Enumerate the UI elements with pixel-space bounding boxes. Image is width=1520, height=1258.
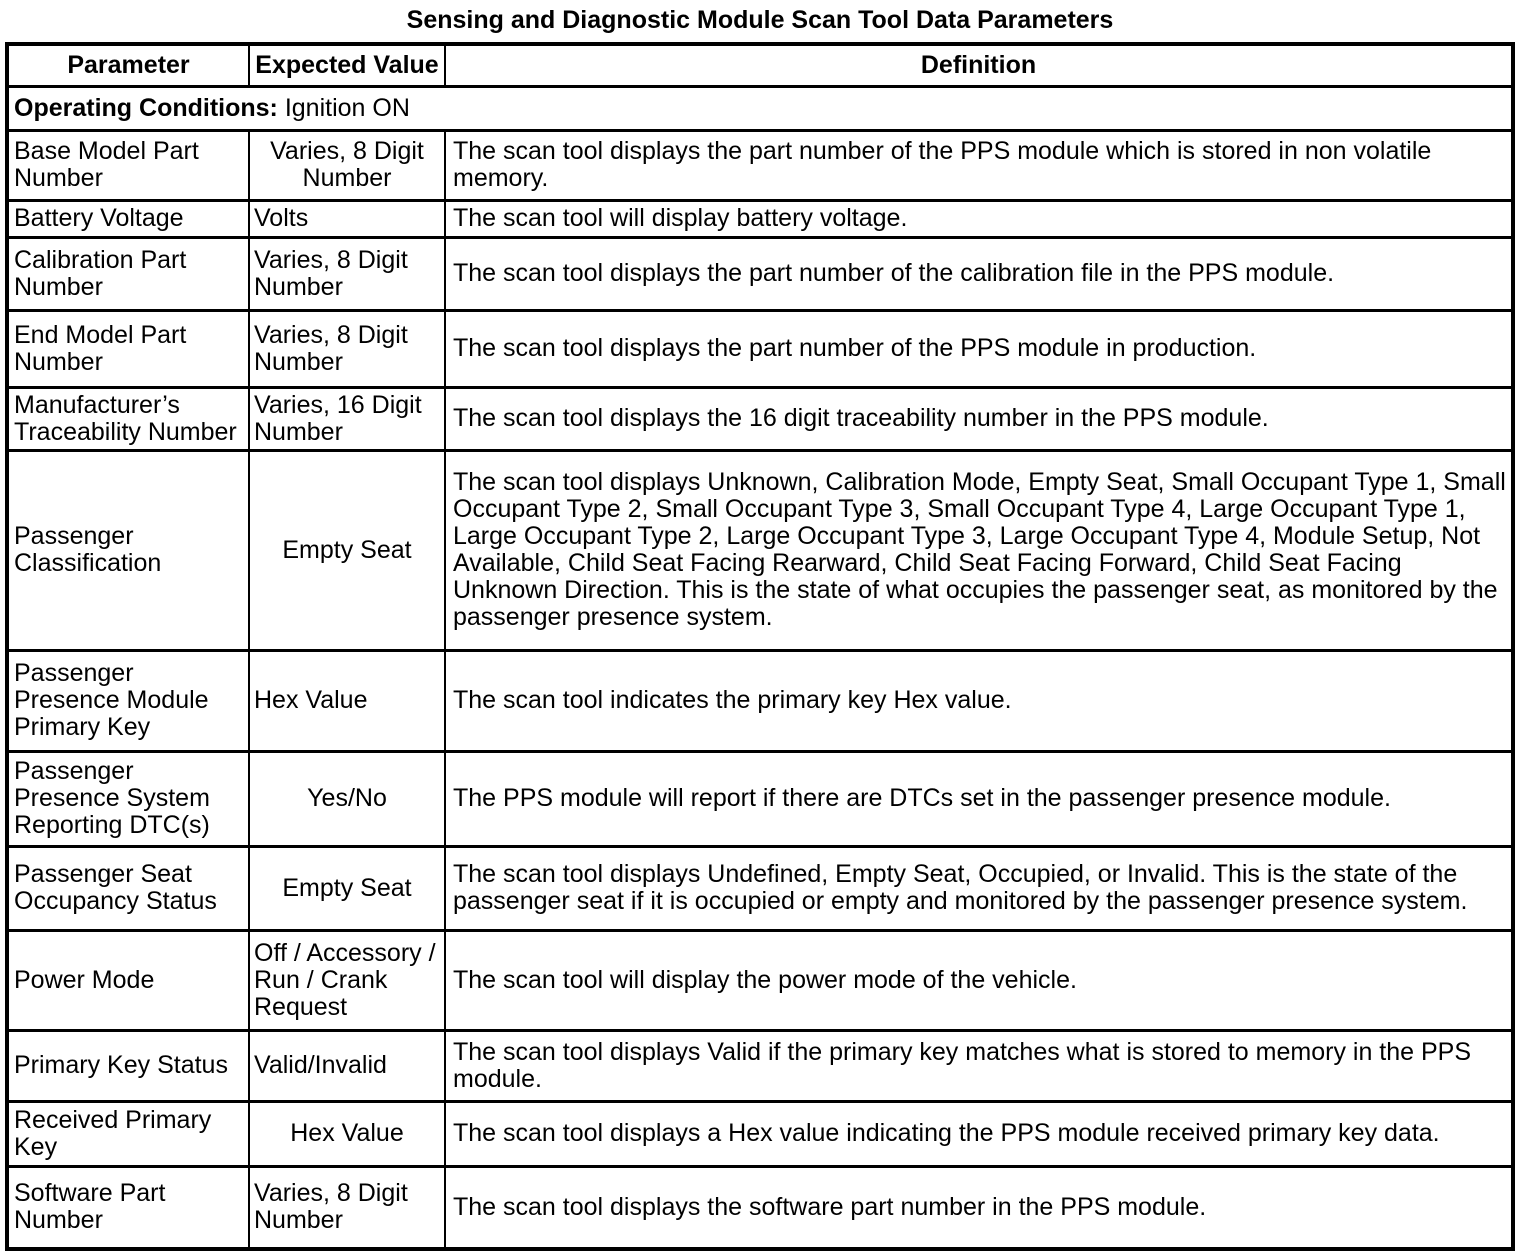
- definition-cell: The scan tool displays the part number of the calibration file in the PPS module.: [445, 237, 1513, 310]
- definition-cell: The scan tool indicates the primary key Hex value.: [445, 650, 1513, 751]
- definition-cell: The scan tool displays a Hex value indicating the PPS module received primary key data.: [445, 1101, 1513, 1166]
- table-row: [7, 846, 1513, 930]
- header-row: [7, 44, 1513, 86]
- definition-cell: The scan tool displays the software part number in the PPS module.: [445, 1166, 1513, 1249]
- definition-cell: The scan tool displays Valid if the primary key matches what is stored to memory in the PPS module.: [445, 1030, 1513, 1101]
- table-row: [7, 1101, 1513, 1166]
- table-row: [7, 450, 1513, 650]
- expected-value-cell: Hex Value: [249, 650, 445, 751]
- parameter-cell: Passenger Seat Occupancy Status: [7, 846, 249, 930]
- definition-cell: The PPS module will report if there are DTCs set in the passenger presence module.: [445, 751, 1513, 846]
- parameter-cell: Power Mode: [7, 930, 249, 1030]
- expected-value-cell: Hex Value: [249, 1101, 445, 1166]
- table-row: [7, 930, 1513, 1030]
- definition-cell: The scan tool displays the 16 digit traceability number in the PPS module.: [445, 387, 1513, 450]
- definition-cell: The scan tool displays the part number of the PPS module which is stored in non volatile memory.: [445, 130, 1513, 200]
- parameter-cell: Manufacturer’s Traceability Number: [7, 387, 249, 450]
- scan-tool-data-table: [5, 42, 1515, 1251]
- definition-cell: The scan tool displays Undefined, Empty Seat, Occupied, or Invalid. This is the state of the passenger seat if it is occupied or empty and monitored by the passenger presence system.: [445, 846, 1513, 930]
- parameter-cell: End Model Part Number: [7, 310, 249, 387]
- parameter-cell: Primary Key Status: [7, 1030, 249, 1101]
- parameter-cell: Battery Voltage: [7, 200, 249, 237]
- parameter-cell: Passenger Presence Module Primary Key: [7, 650, 249, 751]
- parameter-cell: Base Model Part Number: [7, 130, 249, 200]
- expected-value-cell: Volts: [249, 200, 445, 237]
- operating-conditions-value: Ignition ON: [284, 93, 410, 122]
- operating-conditions-row: [7, 86, 1513, 130]
- expected-value-cell: Off / Accessory / Run / Crank Request: [249, 930, 445, 1030]
- table-row: [7, 1166, 1513, 1249]
- expected-value-cell: Empty Seat: [249, 450, 445, 650]
- table-row: [7, 650, 1513, 751]
- expected-value-cell: Yes/No: [249, 751, 445, 846]
- definition-cell: The scan tool displays the part number of the PPS module in production.: [445, 310, 1513, 387]
- parameter-cell: Software Part Number: [7, 1166, 249, 1249]
- definition-cell: The scan tool displays Unknown, Calibration Mode, Empty Seat, Small Occupant Type 1, Small Occupant Type 2, Small Occupant Type 3, Small Occupant Type 4, Large Occupant Type 1, Large Occupant Type 2, Large Occupant Type 3, Large Occupant Type 4, Module Setup, Not Available, Child Seat Facing Rearward, Child Seat Facing Forward, Child Seat Facing Unknown Direction. This is the state of what occupies the passenger seat, as monitored by the passenger presence system.: [445, 450, 1513, 650]
- expected-value-cell: Varies, 8 Digit Number: [249, 310, 445, 387]
- parameter-cell: Calibration Part Number: [7, 237, 249, 310]
- column-header-definition: Definition: [445, 44, 1513, 86]
- definition-cell: The scan tool will display the power mode of the vehicle.: [445, 930, 1513, 1030]
- page-title: Sensing and Diagnostic Module Scan Tool Data Parameters: [406, 6, 1114, 34]
- definition-cell: The scan tool will display battery voltage.: [445, 200, 1513, 237]
- table-row: [7, 387, 1513, 450]
- column-header-parameter: Parameter: [7, 44, 249, 86]
- document-page: [0, 7, 1520, 1251]
- table-row: [7, 1030, 1513, 1101]
- operating-conditions-label: Operating Conditions:: [14, 93, 278, 122]
- table-row: [7, 237, 1513, 310]
- table-row: [7, 200, 1513, 237]
- expected-value-cell: Varies, 8 Digit Number: [249, 130, 445, 200]
- parameter-cell: Passenger Presence System Reporting DTC(s): [7, 751, 249, 846]
- expected-value-cell: Empty Seat: [249, 846, 445, 930]
- table-row: [7, 130, 1513, 200]
- parameter-cell: Received Primary Key: [7, 1101, 249, 1166]
- table-row: [7, 310, 1513, 387]
- expected-value-cell: Varies, 8 Digit Number: [249, 1166, 445, 1249]
- expected-value-cell: Valid/Invalid: [249, 1030, 445, 1101]
- table-row: [7, 751, 1513, 846]
- column-header-expected-value: Expected Value: [249, 44, 445, 86]
- expected-value-cell: Varies, 8 Digit Number: [249, 237, 445, 310]
- operating-conditions-cell: [7, 86, 1513, 130]
- expected-value-cell: Varies, 16 Digit Number: [249, 387, 445, 450]
- parameter-cell: Passenger Classification: [7, 450, 249, 650]
